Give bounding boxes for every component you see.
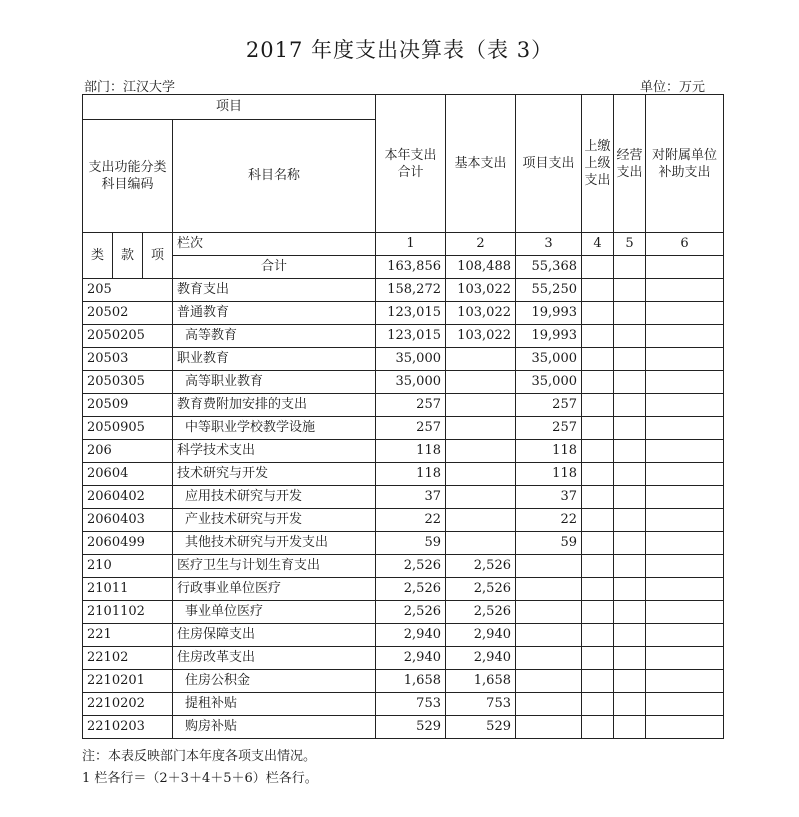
row-project-expenditure: 59 xyxy=(516,532,582,555)
expenditure-table xyxy=(82,94,724,739)
col-number-4: 4 xyxy=(582,233,614,256)
row-basic-expenditure xyxy=(446,486,516,509)
row-code: 21011 xyxy=(83,578,173,601)
row-basic-expenditure xyxy=(446,509,516,532)
table-row xyxy=(83,417,724,440)
row-project-expenditure xyxy=(516,647,582,670)
row-code: 2060403 xyxy=(83,509,173,532)
table-row xyxy=(83,555,724,578)
table-row xyxy=(83,578,724,601)
row-upper-level-expenditure xyxy=(582,279,614,302)
col1-header: 本年支出合计 xyxy=(376,95,446,233)
row-basic-expenditure xyxy=(446,463,516,486)
row-basic-expenditure xyxy=(446,348,516,371)
lanci-row xyxy=(83,233,724,256)
table-row xyxy=(83,716,724,739)
row-upper-level-expenditure xyxy=(582,371,614,394)
row-total-expenditure: 2,526 xyxy=(376,555,446,578)
row-code: 2050905 xyxy=(83,417,173,440)
row-project-expenditure: 257 xyxy=(516,417,582,440)
col-number-2: 2 xyxy=(446,233,516,256)
row-subject-name: 行政事业单位医疗 xyxy=(173,578,376,601)
row-basic-expenditure: 103,022 xyxy=(446,302,516,325)
row-subject-name: 高等职业教育 xyxy=(173,371,376,394)
row-code: 2050305 xyxy=(83,371,173,394)
row-subsidiary-expenditure xyxy=(646,463,724,486)
row-subsidiary-expenditure xyxy=(646,601,724,624)
row-subsidiary-expenditure xyxy=(646,440,724,463)
row-operating-expenditure xyxy=(614,440,646,463)
table-row xyxy=(83,371,724,394)
row-basic-expenditure: 103,022 xyxy=(446,279,516,302)
col-number-3: 3 xyxy=(516,233,582,256)
row-subject-name: 住房公积金 xyxy=(173,670,376,693)
row-subsidiary-expenditure xyxy=(646,532,724,555)
row-basic-expenditure: 103,022 xyxy=(446,325,516,348)
table-row xyxy=(83,509,724,532)
col-number-6: 6 xyxy=(646,233,724,256)
row-upper-level-expenditure xyxy=(582,417,614,440)
row-basic-expenditure: 2,940 xyxy=(446,647,516,670)
subject-header: 科目名称 xyxy=(173,120,376,233)
total-c5 xyxy=(614,256,646,279)
row-basic-expenditure: 1,658 xyxy=(446,670,516,693)
row-project-expenditure: 35,000 xyxy=(516,348,582,371)
note-line-1: 注：本表反映部门本年度各项支出情况。 xyxy=(82,749,317,764)
row-code: 2060499 xyxy=(83,532,173,555)
row-subject-name: 提租补贴 xyxy=(173,693,376,716)
col2-header: 基本支出 xyxy=(446,95,516,233)
row-subsidiary-expenditure xyxy=(646,716,724,739)
row-operating-expenditure xyxy=(614,279,646,302)
table-row xyxy=(83,601,724,624)
row-basic-expenditure: 2,940 xyxy=(446,624,516,647)
row-subject-name: 购房补贴 xyxy=(173,716,376,739)
row-subsidiary-expenditure xyxy=(646,486,724,509)
row-upper-level-expenditure xyxy=(582,693,614,716)
total-c4 xyxy=(582,256,614,279)
row-subject-name: 产业技术研究与开发 xyxy=(173,509,376,532)
row-upper-level-expenditure xyxy=(582,624,614,647)
row-subject-name: 中等职业学校教学设施 xyxy=(173,417,376,440)
total-row xyxy=(83,256,724,279)
row-operating-expenditure xyxy=(614,509,646,532)
row-subsidiary-expenditure xyxy=(646,394,724,417)
row-code: 2210201 xyxy=(83,670,173,693)
row-basic-expenditure xyxy=(446,394,516,417)
header-row-1 xyxy=(83,95,724,120)
row-operating-expenditure xyxy=(614,716,646,739)
row-upper-level-expenditure xyxy=(582,394,614,417)
row-code: 20604 xyxy=(83,463,173,486)
row-subject-name: 住房保障支出 xyxy=(173,624,376,647)
row-project-expenditure: 19,993 xyxy=(516,325,582,348)
table-row xyxy=(83,302,724,325)
row-total-expenditure: 1,658 xyxy=(376,670,446,693)
row-subject-name: 住房改革支出 xyxy=(173,647,376,670)
row-subject-name: 高等教育 xyxy=(173,325,376,348)
table-row xyxy=(83,486,724,509)
row-total-expenditure: 35,000 xyxy=(376,348,446,371)
total-c2: 108,488 xyxy=(446,256,516,279)
row-subsidiary-expenditure xyxy=(646,578,724,601)
row-operating-expenditure xyxy=(614,325,646,348)
row-project-expenditure: 55,250 xyxy=(516,279,582,302)
row-code: 205 xyxy=(83,279,173,302)
row-operating-expenditure xyxy=(614,463,646,486)
row-basic-expenditure: 2,526 xyxy=(446,578,516,601)
row-operating-expenditure xyxy=(614,532,646,555)
table-row xyxy=(83,279,724,302)
row-subsidiary-expenditure xyxy=(646,371,724,394)
row-project-expenditure xyxy=(516,716,582,739)
row-basic-expenditure: 2,526 xyxy=(446,601,516,624)
row-operating-expenditure xyxy=(614,394,646,417)
table-row xyxy=(83,670,724,693)
col5-header: 经营支出 xyxy=(614,95,646,233)
row-upper-level-expenditure xyxy=(582,555,614,578)
row-total-expenditure: 257 xyxy=(376,394,446,417)
col6-header: 对附属单位补助支出 xyxy=(646,95,724,233)
row-basic-expenditure xyxy=(446,371,516,394)
row-subsidiary-expenditure xyxy=(646,693,724,716)
row-total-expenditure: 257 xyxy=(376,417,446,440)
row-subsidiary-expenditure xyxy=(646,302,724,325)
table-row xyxy=(83,624,724,647)
total-c3: 55,368 xyxy=(516,256,582,279)
total-c6 xyxy=(646,256,724,279)
unit-label: 单位：万元 xyxy=(640,80,706,95)
row-code: 210 xyxy=(83,555,173,578)
row-upper-level-expenditure xyxy=(582,440,614,463)
row-project-expenditure: 35,000 xyxy=(516,371,582,394)
row-operating-expenditure xyxy=(614,693,646,716)
xiang-header: 项 xyxy=(143,233,173,279)
row-upper-level-expenditure xyxy=(582,532,614,555)
row-operating-expenditure xyxy=(614,417,646,440)
row-project-expenditure xyxy=(516,624,582,647)
row-total-expenditure: 2,526 xyxy=(376,601,446,624)
row-total-expenditure: 529 xyxy=(376,716,446,739)
row-total-expenditure: 158,272 xyxy=(376,279,446,302)
row-operating-expenditure xyxy=(614,647,646,670)
row-upper-level-expenditure xyxy=(582,325,614,348)
row-subsidiary-expenditure xyxy=(646,555,724,578)
row-basic-expenditure: 2,526 xyxy=(446,555,516,578)
row-subsidiary-expenditure xyxy=(646,670,724,693)
row-total-expenditure: 118 xyxy=(376,440,446,463)
total-label: 合计 xyxy=(173,256,376,279)
row-code: 22102 xyxy=(83,647,173,670)
row-total-expenditure: 59 xyxy=(376,532,446,555)
row-subsidiary-expenditure xyxy=(646,325,724,348)
row-operating-expenditure xyxy=(614,371,646,394)
row-code: 2060402 xyxy=(83,486,173,509)
row-total-expenditure: 753 xyxy=(376,693,446,716)
table-row xyxy=(83,463,724,486)
row-operating-expenditure xyxy=(614,578,646,601)
table-row xyxy=(83,647,724,670)
table-row xyxy=(83,348,724,371)
lei-header: 类 xyxy=(83,233,113,279)
col4-header: 上缴上级支出 xyxy=(582,95,614,233)
row-total-expenditure: 123,015 xyxy=(376,302,446,325)
kuan-header: 款 xyxy=(113,233,143,279)
row-subject-name: 技术研究与开发 xyxy=(173,463,376,486)
row-subsidiary-expenditure xyxy=(646,647,724,670)
row-total-expenditure: 123,015 xyxy=(376,325,446,348)
row-project-expenditure xyxy=(516,601,582,624)
row-total-expenditure: 118 xyxy=(376,463,446,486)
row-total-expenditure: 2,940 xyxy=(376,647,446,670)
row-subject-name: 医疗卫生与计划生育支出 xyxy=(173,555,376,578)
row-total-expenditure: 22 xyxy=(376,509,446,532)
row-code: 2050205 xyxy=(83,325,173,348)
row-operating-expenditure xyxy=(614,624,646,647)
department-label: 部门：江汉大学 xyxy=(84,80,176,95)
row-code: 20503 xyxy=(83,348,173,371)
table-row xyxy=(83,394,724,417)
row-basic-expenditure: 529 xyxy=(446,716,516,739)
col3-header: 项目支出 xyxy=(516,95,582,233)
row-subject-name: 教育费附加安排的支出 xyxy=(173,394,376,417)
row-subject-name: 其他技术研究与开发支出 xyxy=(173,532,376,555)
row-subject-name: 普通教育 xyxy=(173,302,376,325)
row-code: 221 xyxy=(83,624,173,647)
row-upper-level-expenditure xyxy=(582,348,614,371)
row-operating-expenditure xyxy=(614,302,646,325)
row-upper-level-expenditure xyxy=(582,463,614,486)
row-upper-level-expenditure xyxy=(582,578,614,601)
row-project-expenditure xyxy=(516,578,582,601)
row-project-expenditure: 118 xyxy=(516,463,582,486)
col-number-1: 1 xyxy=(376,233,446,256)
total-c1: 163,856 xyxy=(376,256,446,279)
row-project-expenditure: 22 xyxy=(516,509,582,532)
code-header: 支出功能分类科目编码 xyxy=(83,120,173,233)
row-project-expenditure: 19,993 xyxy=(516,302,582,325)
row-code: 2210202 xyxy=(83,693,173,716)
row-operating-expenditure xyxy=(614,601,646,624)
table-row xyxy=(83,440,724,463)
row-upper-level-expenditure xyxy=(582,486,614,509)
row-project-expenditure: 37 xyxy=(516,486,582,509)
col-number-5: 5 xyxy=(614,233,646,256)
row-subsidiary-expenditure xyxy=(646,348,724,371)
row-upper-level-expenditure xyxy=(582,670,614,693)
row-basic-expenditure xyxy=(446,417,516,440)
row-code: 20509 xyxy=(83,394,173,417)
table-row xyxy=(83,325,724,348)
row-subject-name: 应用技术研究与开发 xyxy=(173,486,376,509)
row-project-expenditure xyxy=(516,555,582,578)
row-code: 206 xyxy=(83,440,173,463)
row-project-expenditure: 257 xyxy=(516,394,582,417)
row-subject-name: 职业教育 xyxy=(173,348,376,371)
row-subsidiary-expenditure xyxy=(646,624,724,647)
row-total-expenditure: 37 xyxy=(376,486,446,509)
row-total-expenditure: 35,000 xyxy=(376,371,446,394)
row-basic-expenditure: 753 xyxy=(446,693,516,716)
row-upper-level-expenditure xyxy=(582,601,614,624)
row-subject-name: 教育支出 xyxy=(173,279,376,302)
row-basic-expenditure xyxy=(446,532,516,555)
row-upper-level-expenditure xyxy=(582,716,614,739)
row-project-expenditure xyxy=(516,693,582,716)
row-project-expenditure xyxy=(516,670,582,693)
row-operating-expenditure xyxy=(614,670,646,693)
row-project-expenditure: 118 xyxy=(516,440,582,463)
row-operating-expenditure xyxy=(614,348,646,371)
row-upper-level-expenditure xyxy=(582,509,614,532)
lanci-label: 栏次 xyxy=(173,233,376,256)
row-subsidiary-expenditure xyxy=(646,509,724,532)
note-line-2: 1 栏各行＝（2＋3＋4＋5＋6）栏各行。 xyxy=(82,771,318,786)
row-subsidiary-expenditure xyxy=(646,279,724,302)
row-code: 2101102 xyxy=(83,601,173,624)
table-row xyxy=(83,693,724,716)
row-basic-expenditure xyxy=(446,440,516,463)
row-operating-expenditure xyxy=(614,555,646,578)
row-total-expenditure: 2,526 xyxy=(376,578,446,601)
row-subject-name: 事业单位医疗 xyxy=(173,601,376,624)
page-title: 2017 年度支出决算表（表 3） xyxy=(245,38,554,62)
row-code: 2210203 xyxy=(83,716,173,739)
row-upper-level-expenditure xyxy=(582,302,614,325)
row-total-expenditure: 2,940 xyxy=(376,624,446,647)
table-row xyxy=(83,532,724,555)
row-subject-name: 科学技术支出 xyxy=(173,440,376,463)
row-code: 20502 xyxy=(83,302,173,325)
row-operating-expenditure xyxy=(614,486,646,509)
row-subsidiary-expenditure xyxy=(646,417,724,440)
project-header: 项目 xyxy=(83,95,376,120)
row-upper-level-expenditure xyxy=(582,647,614,670)
